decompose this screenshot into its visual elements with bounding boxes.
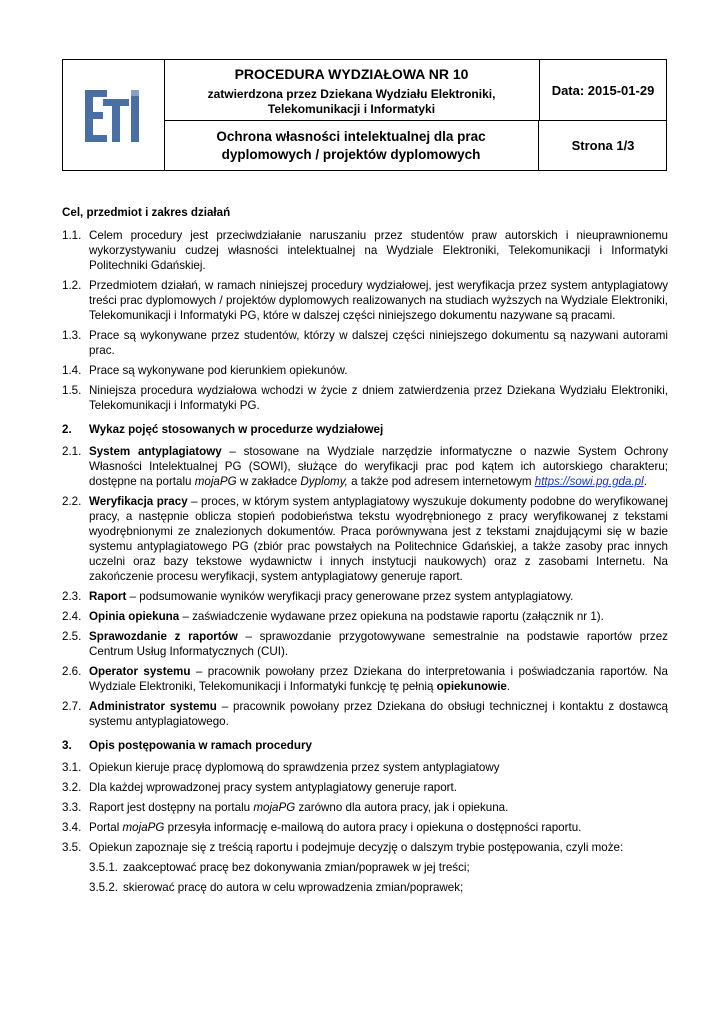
section-3-heading: 3. Opis postępowania w ramach procedury <box>62 739 312 752</box>
document-body <box>62 205 668 900</box>
definition-item: 2.6. Operator systemu – pracownik powołany przez Dziekana do interpretowania i poświadczania raportów. Na Wydziale Elektroniki, Telekomunikacji i Informatyki funkcję tę pełnią opiekunowie. <box>62 665 668 693</box>
eti-logo <box>83 87 143 145</box>
title-cell <box>164 60 540 121</box>
page-number: Strona 1/3 <box>571 138 635 153</box>
procedure-step: 3.3. Raport jest dostępny na portalu mojaPG zarówno dla autora pracy, jak i opiekuna. <box>62 801 509 814</box>
list-item: 1.3. Prace są wykonywane przez studentów, którzy w dalszej części niniejszego dokumentu są nazywani autorami prac. <box>62 329 668 357</box>
definition-item: 2.5. Sprawozdanie z raportów – sprawozdanie przygotowywane semestralnie na podstawie raportów przez Centrum Usług Informatycznych (CUI). <box>62 630 668 658</box>
logo-cell <box>63 60 165 170</box>
subject-cell: Ochrona własności intelektualnej dla prac dyplomowych / projektów dyplomowych <box>164 121 539 170</box>
definition-item: 2.2. Weryfikacja pracy – proces, w którym system antyplagiatowy wyszukuje dokumenty podobne do weryfikowanej pracy, a następnie oblicza stopień podobieństwa tekstu wyodrębnionego z pracy weryfikowanej z tekstami wyodrębnionymi ze znalezionych dokumentów. Praca porównywana jest z tekstami znajdującymi się w bazie systemu antyplagiatowego PG (zbiór prac powstałych na Politechnice Gdańskiej, a także zasoby prac innych uczelni oraz bazy tekstowe wydawnictw i innych instytucji naukowych) oraz z zasobami Internetu. Na zakończenie procesu weryfikacji, system antyplagiatowy generuje raport. <box>62 495 668 583</box>
definition-item: 2.3. Raport – podsumowanie wyników weryfikacji pracy generowane przez system antyplagiatowy. <box>62 590 574 603</box>
definition-item: 2.1. System antyplagiatowy – stosowane na Wydziale narzędzie informatyczne o nazwie System Ochrony Własności Intelektualnej PG (SOWI), służące do weryfikacji prac pod kątem ich autorskiego charakteru; dostępne na portalu mojaPG w zakładce Dyplomy, a także pod adresem internetowym https://sowi.pg.gda.pl. <box>62 445 669 488</box>
procedure-step: 3.1. Opiekun kieruje pracę dyplomową do sprawdzenia przez system antyplagiatowy <box>62 761 500 774</box>
procedure-header <box>62 59 667 171</box>
section-1-heading: Cel, przedmiot i zakres działań <box>62 206 231 219</box>
section-2-heading: 2. Wykaz pojęć stosowanych w procedurze wydziałowej <box>62 423 384 436</box>
procedure-substep: 3.5.2. skierować pracę do autora w celu wprowadzenia zmian/poprawek; <box>89 881 464 894</box>
date-cell: Data: 2015-01-29 <box>540 60 666 121</box>
definition-item: 2.4. Opinia opiekuna – zaświadczenie wydawane przez opiekuna na podstawie raportu (załącznik nr 1). <box>62 610 604 623</box>
procedure-title: PROCEDURA WYDZIAŁOWA NR 10 <box>234 66 469 82</box>
list-item: 1.2. Przedmiotem działań, w ramach niniejszej procedury wydziałowej, jest weryfikacja przez system antyplagiatowy treści prac dyplomowych / projektów dyplomowych realizowanych na studiach wyższych na Wydziale Elektroniki, Telekomunikacji i Informatyki PG, które w dalszej części niniejszego dokumentu nazywane są pracami. <box>62 279 668 322</box>
list-item: 1.1. Celem procedury jest przeciwdziałanie naruszaniu przez studentów praw autorskich i nieuprawnionemu wykorzystywaniu cudzej własności intelektualnej na Wydziale Elektroniki, Telekomunikacji i Informatyki Politechniki Gdańskiej. <box>62 229 668 272</box>
procedure-step: 3.5. Opiekun zapoznaje się z treścią raportu i podejmuje decyzję o dalszym trybie postępowania, czyli może: <box>62 841 624 854</box>
procedure-approval: zatwierdzona przez Dziekana Wydziału Elektroniki, Telekomunikacji i Informatyki <box>207 87 496 116</box>
procedure-substep: 3.5.1. zaakceptować pracę bez dokonywania zmian/poprawek w jej treści; <box>89 861 470 874</box>
list-item: 1.4. Prace są wykonywane pod kierunkiem opiekunów. <box>62 364 348 377</box>
sowi-link[interactable]: https://sowi.pg.gda.pl <box>534 475 644 488</box>
procedure-step: 3.4. Portal mojaPG przesyła informację e-mailową do autora pracy i opiekuna o dostępności raportu. <box>62 821 582 834</box>
list-item: 1.5. Niniejsza procedura wydziałowa wchodzi w życie z dniem zatwierdzenia przez Dziekana Wydziału Elektroniki, Telekomunikacji i Informatyki PG. <box>62 384 668 412</box>
procedure-step: 3.2. Dla każdej wprowadzonej pracy system antyplagiatowy generuje raport. <box>62 781 457 794</box>
definition-item: 2.7. Administrator systemu – pracownik powołany przez Dziekana do obsługi technicznej i kontaktu z dostawcą systemu antyplagiatowego. <box>62 700 668 728</box>
